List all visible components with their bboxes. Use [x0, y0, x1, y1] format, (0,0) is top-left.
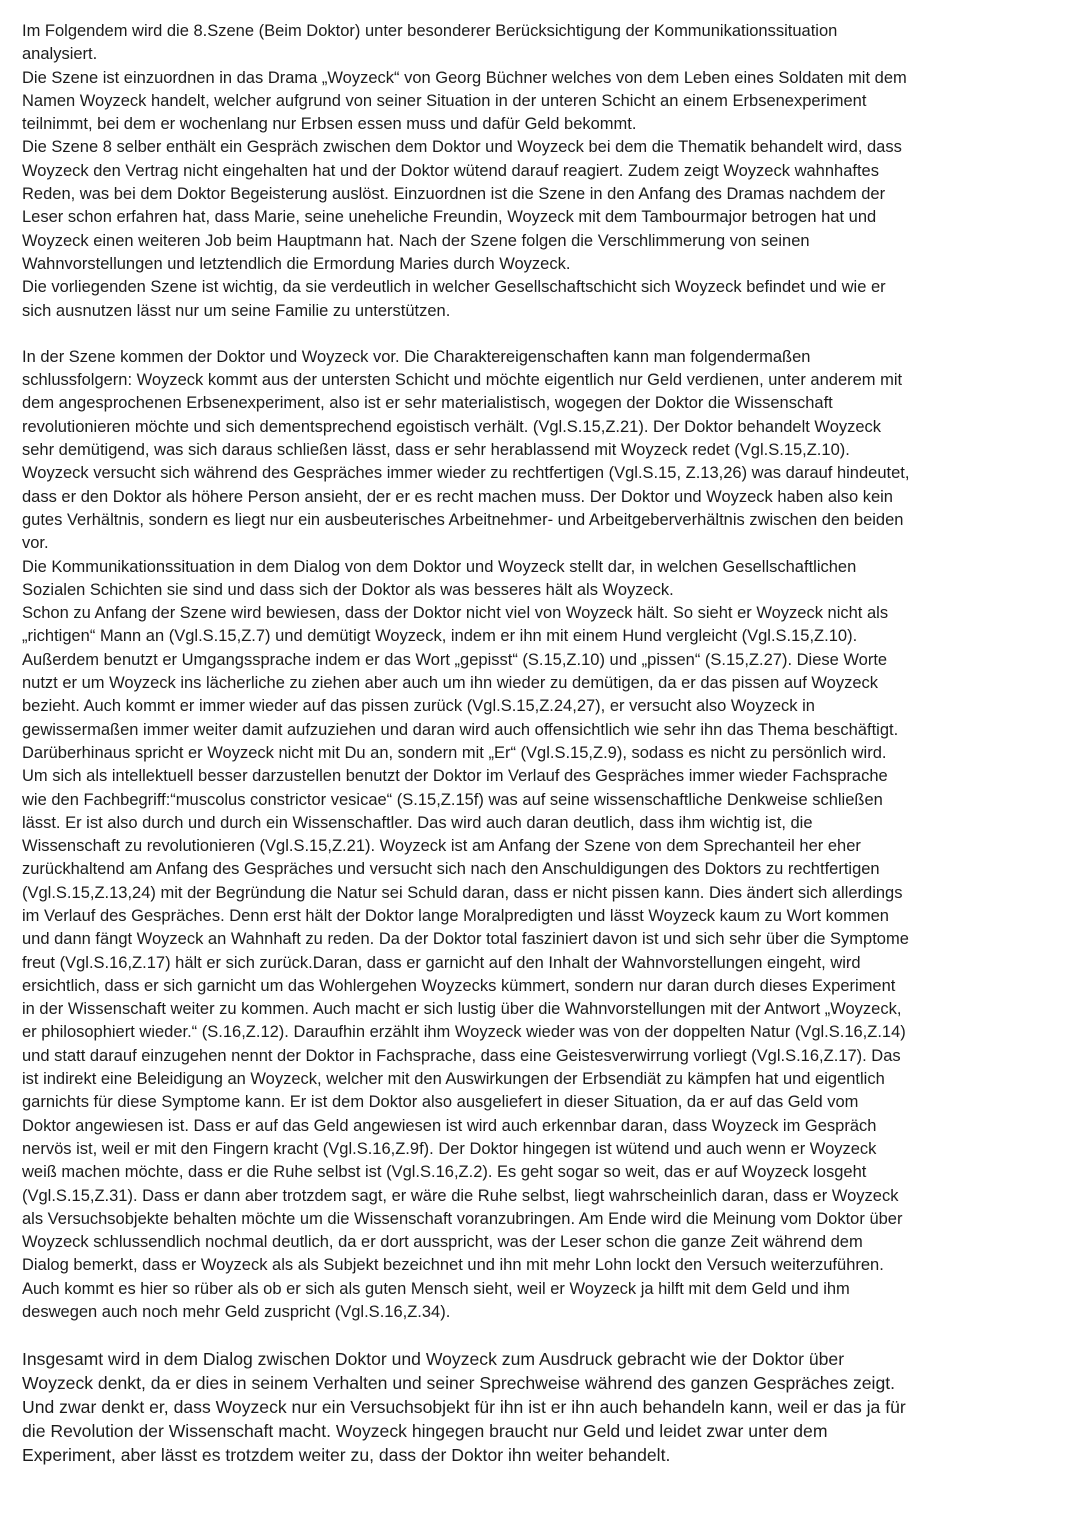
- analysis-paragraph: Schon zu Anfang der Szene wird bewiesen, dass der Doktor nicht viel von Woyzeck hält. So sieht er Woyzeck nicht als „richtigen“ Mann an (Vgl.S.15,Z.7) und demütigt Woyzeck, indem er ihn mit einem Hund vergleicht (Vgl.S.15,Z.10). Außerdem benutzt er Umgangssprache indem er das Wort „gepisst“ (S.15,Z.10) und „pissen“ (S.15,Z.27). Diese Worte nutzt er um Woyzeck ins lächerliche zu ziehen aber auch um ihn wieder zu demütigen, da er das pissen auf Woyzeck bezieht. Auch kommt er immer wieder auf das pissen zurück (Vgl.S.15,Z.24,27), er versucht also Woyzeck in gewissermaßen immer weiter damit aufzuziehen und daran wird auch offensichtlich wie sehr ihn das Thema beschäftigt. Darüberhinaus spricht er Woyzeck nicht mit Du an, sondern mit „Er“ (Vgl.S.15,Z.9), sodass es nicht zu persönlich wird. Um sich als intellektuell besser darzustellen benutzt der Doktor im Verlauf des Gespräches immer wieder Fachsprache wie den Fachbegriff:“muscolus constrictor vesicae“ (S.15,Z.15f) was auf seine wissenschaftliche Denkweise schließen lässt. Er ist also durch und durch ein Wissenschaftler. Das wird auch daran deutlich, dass ihm wichtig ist, die Wissenschaft zu revolutionieren (Vgl.S.15,Z.21). Woyzeck ist am Anfang der Szene von dem Sprechanteil her eher zurückhaltend am Anfang des Gespräches und versucht sich nach den Anschuldigungen des Doktors zu rechtfertigen (Vgl.S.15,Z.13,24) mit der Begründung die Natur sei Schuld daran, dass er nicht pissen kann. Dies ändert sich allerdings im Verlauf des Gespräches. Denn erst hält der Doktor lange Moralpredigten und lässt Woyzeck kaum zu Wort kommen und dann fängt Woyzeck an Wahnhaft zu reden. Da der Doktor total fasziniert davon ist und sich sehr über die Symptome freut (Vgl.S.16,Z.17) hält er sich zurück.Daran, dass er garnicht auf den Inhalt der Wahnvorstellungen eingeht, wird ersichtlich, dass er sich garnicht um das Wohlergehen Woyzecks kümmert, sondern nur daran durch dieses Experiment in der Wissenschaft weiter zu kommen. Auch macht er sich lustig über die Wahnvorstellungen mit der Antwort „Woyzeck, er philosophiert wieder.“ (S.16,Z.12). Daraufhin erzählt ihm Woyzeck wieder was von der doppelten Natur (Vgl.S.16,Z.14) und statt darauf einzugehen nennt der Doktor in Fachsprache, dass eine Geistesverwirrung vorliegt (Vgl.S.16,Z.17). Das ist indirekt eine Beleidigung an Woyzeck, welcher mit den Auswirkungen der Erbsendiät zu kämpfen hat und eigentlich garnichts für diese Symptome kann. Er ist dem Doktor also ausgeliefert in dieser Situation, da er auf das Geld vom Doktor angewiesen ist. Dass er auf das Geld angewiesen ist wird auch erkennbar daran, dass Woyzeck im Gespräch nervös ist, weil er mit den Fingern kracht (Vgl.S.16,Z.9f). Der Doktor hingegen ist wütend und auch wenn er Woyzeck weiß machen möchte, dass er die Ruhe selbst ist (Vgl.S.16,Z.2). Es geht sogar so weit, das er auf Woyzeck losgeht (Vgl.S.15,Z.31). Dass er dann aber trotzdem sagt, er wäre die Ruhe selbst, liegt wahrscheinlich daran, dass er Woyzeck als Versuchsobjekte behalten möchte um die Wissenschaft voranzubringen. Am Ende wird die Meinung vom Doktor über Woyzeck schlussendlich nochmal deutlich, da er dort ausspricht, was der Leser schon die ganze Zeit während dem Dialog bemerkt, dass er Woyzeck als als Subjekt bezeichnet und ihn mit mehr Lohn lockt den Versuch weiterzuführen. Auch kommt es hier so rüber als ob er sich als guten Mensch sieht, weil er Woyzeck ja hilft mit dem Geld und ihm deswegen auch noch mehr Geld zuspricht (Vgl.S.16,Z.34).: [22, 604, 909, 1322]
- communication-paragraph: Die Kommunikationssituation in dem Dialog von dem Doktor und Woyzeck stellt dar, in welchen Gesellschaftlichen Sozialen Schichten sie sind und dass sich der Doktor als was besseres hält als Woyzeck.: [22, 557, 857, 599]
- conclusion-paragraph: Insgesamt wird in dem Dialog zwischen Doktor und Woyzeck zum Ausdruck gebracht wie der Doktor über Woyzeck denkt, da er dies in seinem Verhalten und seiner Sprechweise während des ganzen Gespräches zeigt. Und zwar denkt er, dass Woyzeck nur ein Versuchsobjekt für ihn ist er ihn auch behandeln kann, weil er das ja für die Revolution der Wissenschaft macht. Woyzeck hingegen braucht nur Geld und leidet zwar unter dem Experiment, aber lässt es trotzdem weiter zu, dass der Doktor ihn weiter behandelt.: [22, 1349, 906, 1466]
- document-page: [22, 20, 1052, 1467]
- intro-paragraph: Im Folgendem wird die 8.Szene (Beim Doktor) unter besonderer Berücksichtigung der Kommunikationssituation analysiert.: [22, 22, 838, 64]
- paragraph-spacer: [22, 1324, 1052, 1347]
- importance-paragraph: Die vorliegenden Szene ist wichtig, da sie verdeutlich in welcher Gesellschaftschicht sich Woyzeck befindet und wie er sich ausnutzen lässt nur um seine Familie zu unterstützen.: [22, 278, 886, 320]
- characters-paragraph: In der Szene kommen der Doktor und Woyzeck vor. Die Charaktereigenschaften kann man folgendermaßen schlussfolgern: Woyzeck kommt aus der untersten Schicht und möchte eigentlich nur Geld verdienen, unter anderem mit dem angesprochenen Erbsenexperiment, also ist er sehr materialistisch, wogegen der Doktor die Wissenschaft revolutionieren möchte und sich dementsprechend egoistisch verhält. (Vgl.S.15,Z.21). Der Doktor behandelt Woyzeck sehr demütigend, was sich daraus schließen lässt, dass er sehr herablassend mit Woyzeck redet (Vgl.S.15,Z.10). Woyzeck versucht sich während des Gespräches immer wieder zu rechtfertigen (Vgl.S.15, Z.13,26) was darauf hindeutet, dass er den Doktor als höhere Person ansieht, der er es recht machen muss. Der Doktor und Woyzeck haben also kein gutes Verhältnis, sondern es liegt nur ein ausbeuterisches Arbeitnehmer- und Arbeitgeberverhältnis zwischen den beiden vor.: [22, 347, 910, 553]
- context-paragraph: Die Szene ist einzuordnen in das Drama „Woyzeck“ von Georg Büchner welches von dem Leben eines Soldaten mit dem Namen Woyzeck handelt, welcher aufgrund von seiner Situation in der unteren Schicht an einem Erbsenexperiment teilnimmt, bei dem er wochenlang nur Erbsen essen muss und dafür Geld bekommt.: [22, 68, 907, 134]
- paragraph-spacer: [22, 323, 1052, 346]
- scene-summary-paragraph: Die Szene 8 selber enthält ein Gespräch zwischen dem Doktor und Woyzeck bei dem die Thematik behandelt wird, dass Woyzeck den Vertrag nicht eingehalten hat und der Doktor wütend darauf reagiert. Zudem zeigt Woyzeck wahnhaftes Reden, was bei dem Doktor Begeisterung auslöst. Einzuordnen ist die Szene in den Anfang des Dramas nachdem der Leser schon erfahren hat, dass Marie, seine uneheliche Freundin, Woyzeck mit dem Tambourmajor betrogen hat und Woyzeck einen weiteren Job beim Hauptmann hat. Nach der Szene folgen die Verschlimmerung von seinen Wahnvorstellungen und letztendlich die Ermordung Maries durch Woyzeck.: [22, 138, 902, 273]
